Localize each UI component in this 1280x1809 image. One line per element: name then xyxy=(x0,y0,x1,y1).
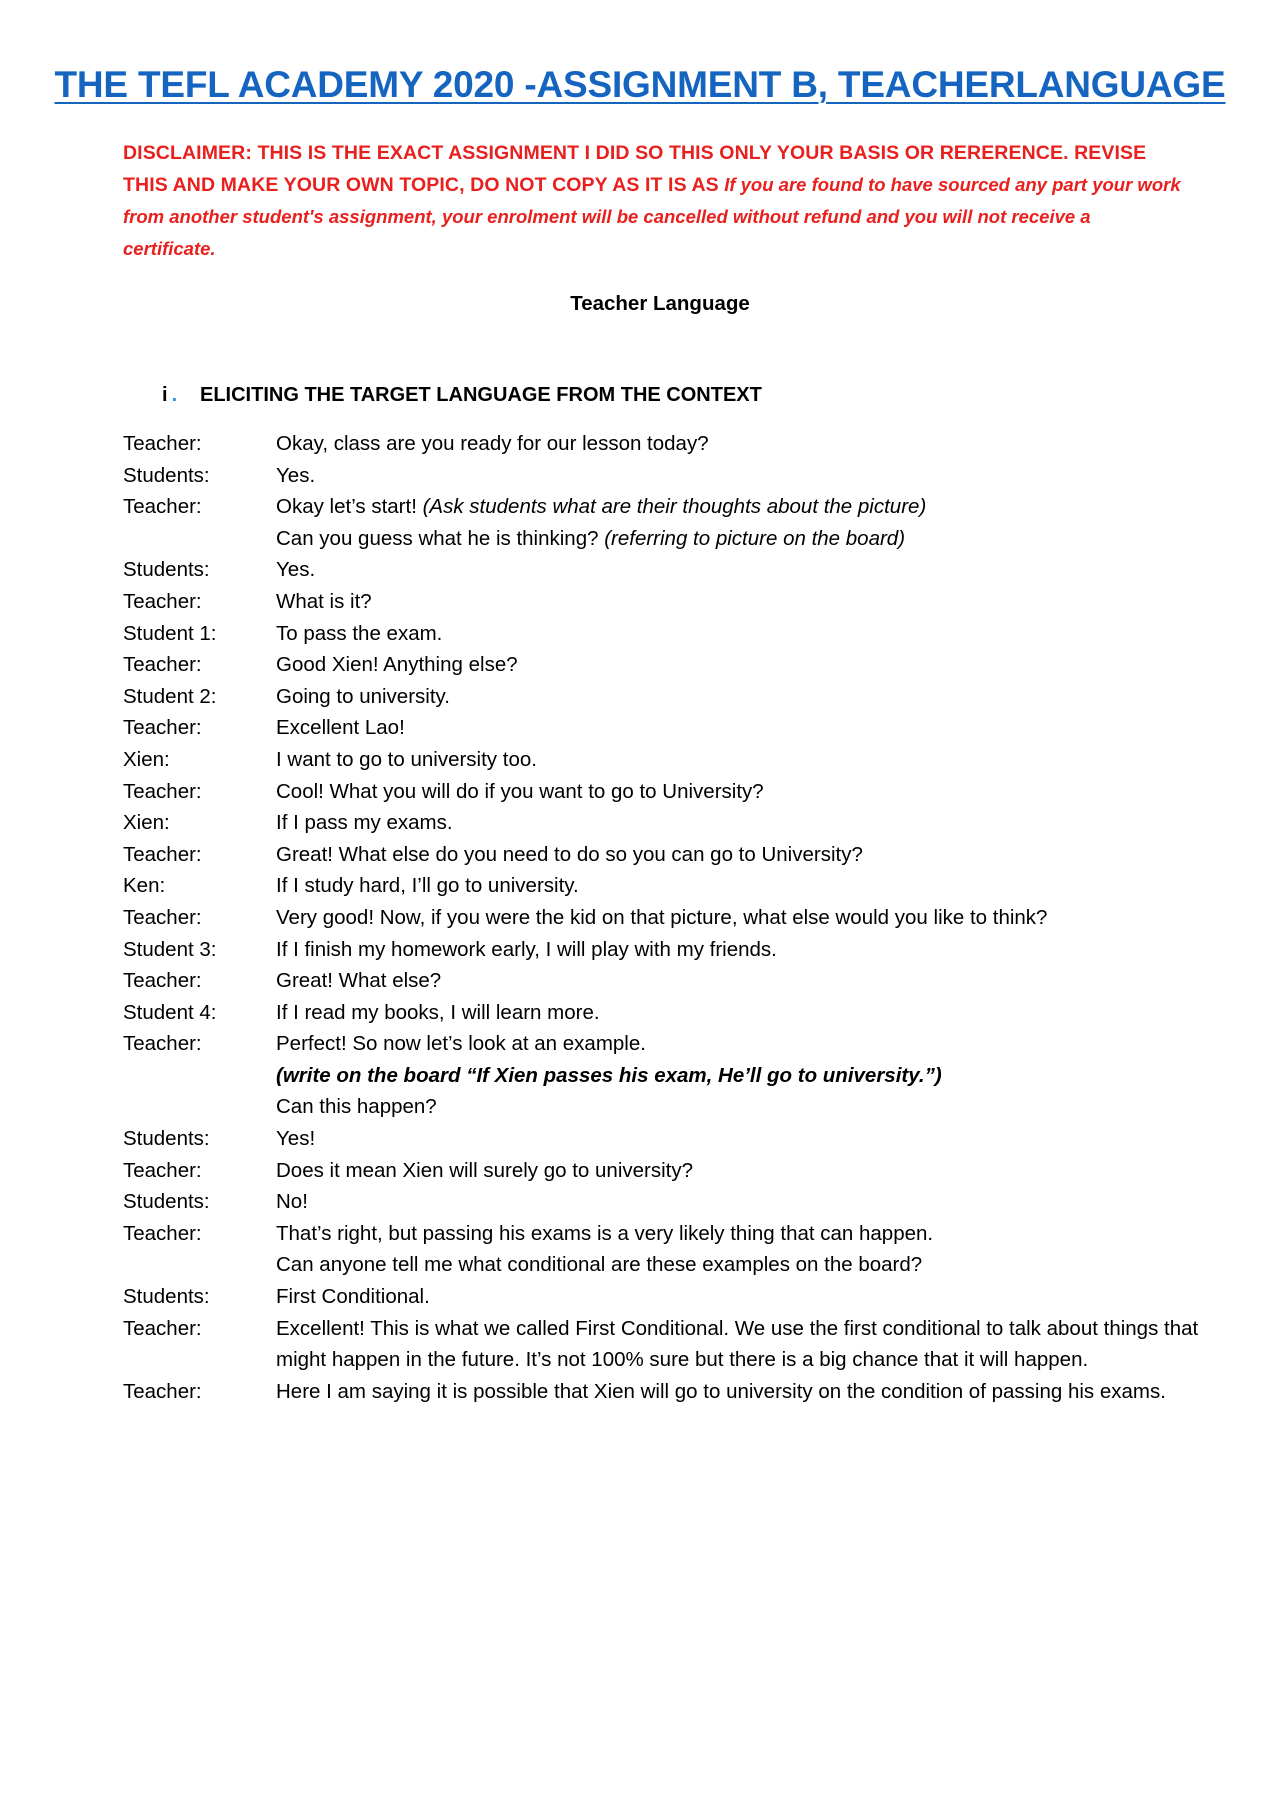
utterance-line xyxy=(276,839,1203,871)
utterance-line xyxy=(276,1155,1203,1187)
utterance-text: Great! What else do you need to do so you can go to University? xyxy=(276,842,863,866)
speaker-label: Teacher: xyxy=(123,589,202,613)
dialogue-row xyxy=(123,1313,1203,1376)
utterance-text: To pass the exam. xyxy=(276,621,443,645)
dialogue-row xyxy=(123,712,1203,744)
speaker-label: Students: xyxy=(123,1190,210,1214)
utterance-line xyxy=(276,1186,1203,1218)
utterance-text: First Conditional. xyxy=(276,1285,430,1309)
utterance-line xyxy=(276,776,1203,808)
speaker-label: Student 2: xyxy=(123,684,217,708)
dialogue-row xyxy=(123,1028,1203,1123)
dialogue-row xyxy=(123,460,1203,492)
utterance-line xyxy=(276,1091,1203,1123)
utterance-line xyxy=(276,712,1203,744)
utterance-line xyxy=(276,965,1203,997)
speaker-label: Teacher: xyxy=(123,653,202,677)
section-heading-text: ELICITING THE TARGET LANGUAGE FROM THE CONTEXT xyxy=(200,384,762,406)
utterance-line xyxy=(276,491,1203,523)
document-title: THE TEFL ACADEMY 2020 -ASSIGNMENT B, TEACHERLANGUAGE xyxy=(54,64,1226,105)
disclaimer-lead: DISCLAIMER: THIS IS THE EXACT ASSIGNMENT I DID SO THIS ONLY YOUR BASIS OR RERERENCE. REVISE THIS AND MAKE YOUR OWN TOPIC, DO NOT COPY AS IT IS AS xyxy=(123,142,1147,196)
dialogue-row xyxy=(123,586,1203,618)
speaker-label: Xien: xyxy=(123,811,170,835)
dialogue-row xyxy=(123,965,1203,997)
disclaimer xyxy=(123,138,1183,265)
utterance-text: If I pass my exams. xyxy=(276,811,453,835)
section-heading xyxy=(162,384,762,407)
dialogue-row xyxy=(123,1281,1203,1313)
utterance xyxy=(276,712,1203,744)
dialogue-row xyxy=(123,681,1203,713)
dialogue-row xyxy=(123,934,1203,966)
dialogue-row xyxy=(123,902,1203,934)
dialogue-row xyxy=(123,776,1203,808)
utterance-line xyxy=(276,586,1203,618)
dialogue-transcript xyxy=(123,428,1203,1407)
dialogue-row xyxy=(123,997,1203,1029)
dialogue-row xyxy=(123,618,1203,650)
utterance-text: Going to university. xyxy=(276,684,450,708)
utterance-text: That’s right, but passing his exams is a very likely thing that can happen. xyxy=(276,1221,934,1245)
dialogue-row xyxy=(123,554,1203,586)
board-instruction: (write on the board “If Xien passes his exam, He’ll go to university.”) xyxy=(276,1063,942,1087)
utterance-text: If I read my books, I will learn more. xyxy=(276,1000,600,1024)
stage-direction: (Ask students what are their thoughts about the picture) xyxy=(422,495,927,519)
utterance xyxy=(276,965,1203,997)
utterance-line xyxy=(276,1028,1203,1060)
utterance xyxy=(276,681,1203,713)
utterance-text: No! xyxy=(276,1190,308,1214)
speaker-label: Teacher: xyxy=(123,1221,202,1245)
utterance xyxy=(276,428,1203,460)
utterance xyxy=(276,870,1203,902)
utterance xyxy=(276,934,1203,966)
utterance-line xyxy=(276,1249,1203,1281)
section-number: i . xyxy=(162,384,178,406)
speaker-label: Xien: xyxy=(123,747,170,771)
speaker-label: Student 3: xyxy=(123,937,217,961)
utterance-line xyxy=(276,870,1203,902)
utterance xyxy=(276,491,1203,554)
document-subtitle: Teacher Language xyxy=(570,292,750,315)
utterance xyxy=(276,1218,1203,1281)
utterance-text: If I finish my homework early, I will play with my friends. xyxy=(276,937,777,961)
dialogue-row xyxy=(123,744,1203,776)
utterance-line xyxy=(276,744,1203,776)
speaker-label: Teacher: xyxy=(123,1379,202,1403)
utterance xyxy=(276,586,1203,618)
utterance-line xyxy=(276,902,1203,934)
speaker-label: Students: xyxy=(123,1285,210,1309)
dialogue-row xyxy=(123,649,1203,681)
utterance-text: What is it? xyxy=(276,589,372,613)
utterance-text: Here I am saying it is possible that Xien will go to university on the condition of passing his exams. xyxy=(276,1379,1166,1403)
utterance-text: If I study hard, I’ll go to university. xyxy=(276,874,579,898)
utterance xyxy=(276,1281,1203,1313)
dialogue-row xyxy=(123,428,1203,460)
utterance xyxy=(276,1028,1203,1123)
utterance-line xyxy=(276,997,1203,1029)
utterance-text: Yes. xyxy=(276,558,316,582)
speaker-label: Teacher: xyxy=(123,842,202,866)
utterance xyxy=(276,807,1203,839)
utterance-line xyxy=(276,1281,1203,1313)
utterance-line xyxy=(276,1376,1203,1408)
utterance xyxy=(276,839,1203,871)
utterance-line xyxy=(276,554,1203,586)
utterance-line xyxy=(276,934,1203,966)
utterance-line xyxy=(276,428,1203,460)
utterance-line xyxy=(276,681,1203,713)
stage-direction: (referring to picture on the board) xyxy=(604,526,906,550)
speaker-label: Teacher: xyxy=(123,1158,202,1182)
utterance-text: Excellent Lao! xyxy=(276,716,405,740)
utterance-text: Okay let’s start! xyxy=(276,495,423,519)
speaker-label: Teacher: xyxy=(123,1316,202,1340)
utterance-line xyxy=(276,649,1203,681)
dialogue-row xyxy=(123,1155,1203,1187)
utterance-text: Great! What else? xyxy=(276,969,442,993)
utterance xyxy=(276,460,1203,492)
speaker-label: Teacher: xyxy=(123,432,202,455)
speaker-label: Teacher: xyxy=(123,969,202,993)
dialogue-row xyxy=(123,839,1203,871)
utterance-text: I want to go to university too. xyxy=(276,747,537,771)
dialogue-row xyxy=(123,1376,1203,1408)
speaker-label: Student 1: xyxy=(123,621,217,645)
dialogue-row xyxy=(123,1218,1203,1281)
dialogue-row xyxy=(123,870,1203,902)
utterance-line xyxy=(276,460,1203,492)
utterance-text: Perfect! So now let’s look at an example. xyxy=(276,1032,646,1056)
utterance-line xyxy=(276,523,1203,555)
speaker-label: Ken: xyxy=(123,874,166,898)
utterance xyxy=(276,744,1203,776)
speaker-label: Teacher: xyxy=(123,1032,202,1056)
utterance-text: Can anyone tell me what conditional are these examples on the board? xyxy=(276,1253,923,1277)
speaker-label: Teacher: xyxy=(123,495,202,519)
speaker-label: Students: xyxy=(123,463,210,487)
utterance-text: Can you guess what he is thinking? xyxy=(276,526,605,550)
utterance-text: Cool! What you will do if you want to go to University? xyxy=(276,779,764,803)
utterance-text: Very good! Now, if you were the kid on that picture, what else would you like to think? xyxy=(276,905,1048,929)
utterance-line xyxy=(276,1060,1203,1092)
speaker-label: Students: xyxy=(123,1127,210,1151)
utterance-text: Good Xien! Anything else? xyxy=(276,653,518,677)
utterance xyxy=(276,618,1203,650)
speaker-label: Students: xyxy=(123,558,210,582)
utterance-text: Excellent! This is what we called First Conditional. We use the first conditional to talk about things that might happen in the future. It’s not 100% sure but there is a big chance that it will happen. xyxy=(276,1316,1199,1372)
utterance xyxy=(276,997,1203,1029)
utterance-text: Yes! xyxy=(276,1127,316,1151)
speaker-label: Teacher: xyxy=(123,716,202,740)
utterance xyxy=(276,1376,1203,1408)
speaker-label: Teacher: xyxy=(123,905,202,929)
utterance xyxy=(276,902,1203,934)
utterance-line xyxy=(276,1123,1203,1155)
utterance-text: Can this happen? xyxy=(276,1095,437,1119)
utterance-text: Okay, class are you ready for our lesson today? xyxy=(276,432,709,455)
utterance-line xyxy=(276,618,1203,650)
utterance-text: Does it mean Xien will surely go to university? xyxy=(276,1158,694,1182)
speaker-label: Student 4: xyxy=(123,1000,217,1024)
dialogue-row xyxy=(123,1186,1203,1218)
utterance-line xyxy=(276,1218,1203,1250)
utterance-line xyxy=(276,807,1203,839)
dialogue-row xyxy=(123,491,1203,554)
dialogue-row xyxy=(123,807,1203,839)
utterance xyxy=(276,1313,1203,1376)
speaker-label: Teacher: xyxy=(123,779,202,803)
dialogue-row xyxy=(123,1123,1203,1155)
disclaimer-warning: If you are found to have sourced any part your work from another student's assignment, your enrolment will be cancelled without refund and you will not receive a certificate. xyxy=(123,174,1181,259)
utterance xyxy=(276,554,1203,586)
utterance xyxy=(276,1186,1203,1218)
utterance-text: Yes. xyxy=(276,463,316,487)
utterance xyxy=(276,1155,1203,1187)
utterance-line xyxy=(276,1313,1203,1376)
utterance xyxy=(276,649,1203,681)
utterance xyxy=(276,1123,1203,1155)
utterance xyxy=(276,776,1203,808)
